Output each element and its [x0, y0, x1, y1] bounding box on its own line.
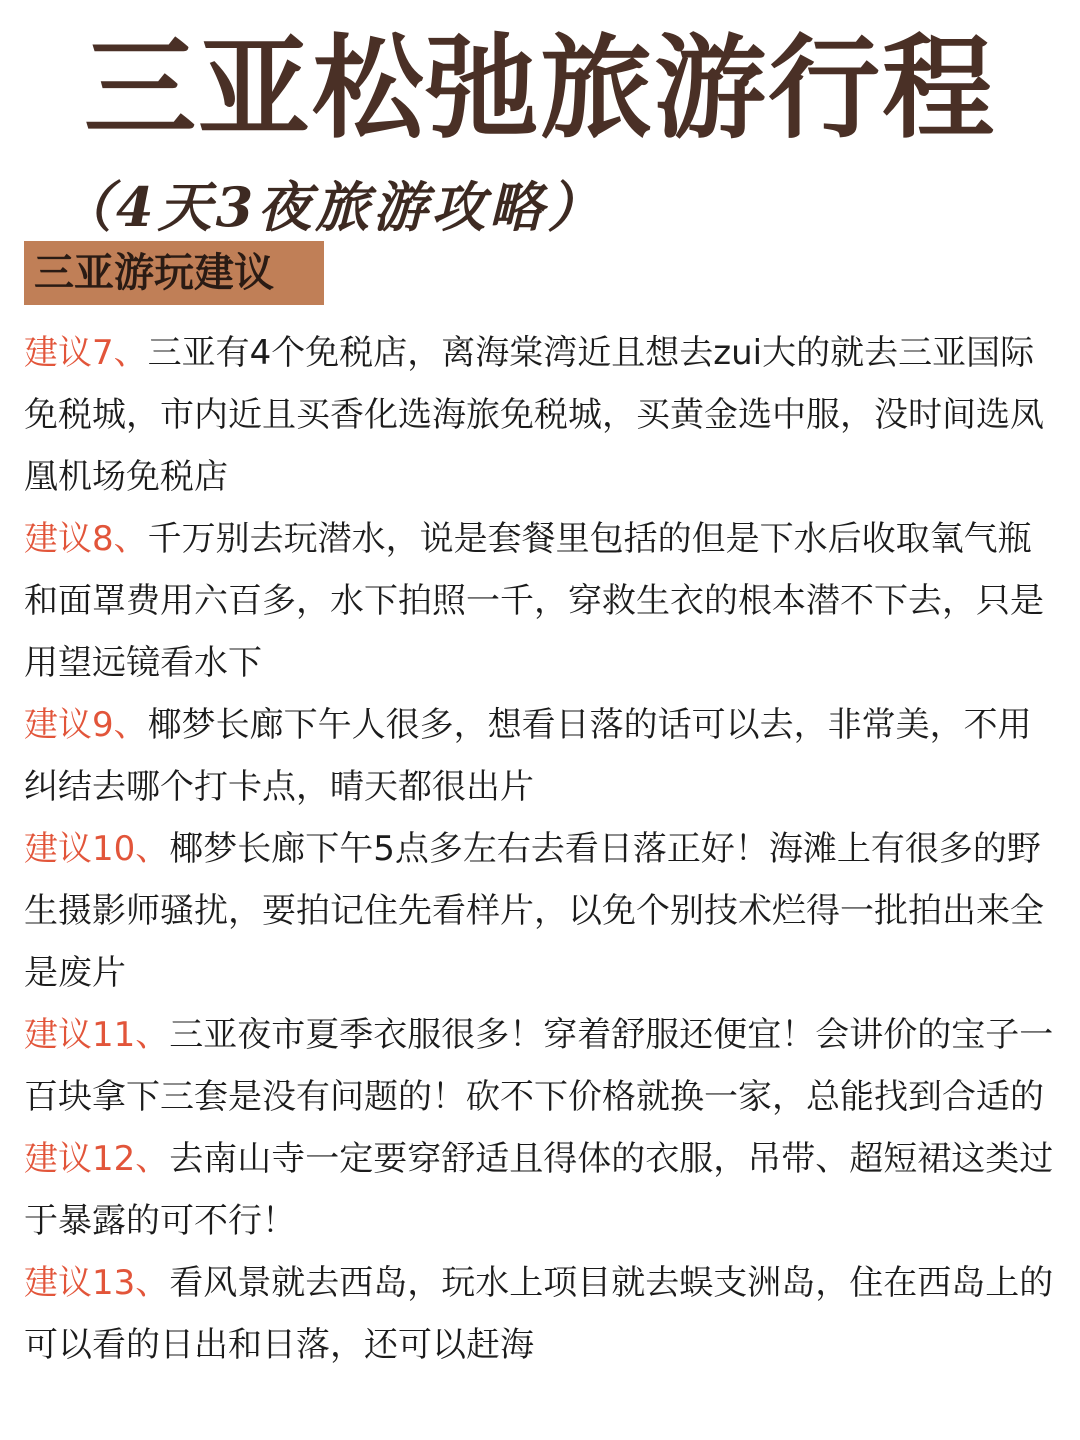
tip-text: 看风景就去西岛，玩水上项目就去蜈支洲岛，住在西岛上的可以看的日出和日落，还可以赶海: [24, 1263, 1054, 1365]
tip-text: 三亚有4个免税店，离海棠湾近且想去zui大的就去三亚国际免税城，市内近且买香化选海旅免税城，买黄金选中服，没时间选凤凰机场免税店: [24, 333, 1044, 497]
page-title: 三亚松弛旅游行程: [84, 24, 996, 154]
tips-list: [24, 322, 1060, 1376]
tip-text: 椰梦长廊下午人很多，想看日落的话可以去，非常美，不用纠结去哪个打卡点，晴天都很出片: [24, 705, 1032, 807]
tip-item: [24, 1128, 1060, 1252]
tip-label: 建议13、: [24, 1263, 170, 1303]
tip-item: [24, 818, 1060, 1004]
tip-label: 建议10、: [24, 829, 170, 869]
tip-item: [24, 694, 1060, 818]
tip-item: [24, 1004, 1060, 1128]
tip-item: [24, 1252, 1060, 1376]
tip-label: 建议12、: [24, 1139, 170, 1179]
tip-item: [24, 508, 1060, 694]
tip-text: 去南山寺一定要穿舒适且得体的衣服，吊带、超短裙这类过于暴露的可不行！: [24, 1139, 1054, 1241]
tip-label: 建议11、: [24, 1015, 170, 1055]
tip-label: 建议7、: [24, 333, 148, 373]
section-label-box: [24, 241, 324, 305]
tip-text: 三亚夜市夏季衣服很多！穿着舒服还便宜！会讲价的宝子一百块拿下三套是没有问题的！砍不下价格就换一家，总能找到合适的: [24, 1015, 1054, 1117]
tip-label: 建议9、: [24, 705, 148, 745]
tip-text: 椰梦长廊下午5点多左右去看日落正好！海滩上有很多的野生摄影师骚扰，要拍记住先看样片，以免个别技术烂得一批拍出来全是废片: [24, 829, 1044, 993]
page-subtitle: （4天3夜旅游攻略）: [58, 175, 606, 239]
tip-item: [24, 322, 1060, 508]
tip-text: 千万别去玩潜水，说是套餐里包括的但是下水后收取氧气瓶和面罩费用六百多，水下拍照一千，穿救生衣的根本潜不下去，只是用望远镜看水下: [24, 519, 1044, 683]
section-label: 三亚游玩建议: [34, 250, 274, 296]
tip-label: 建议8、: [24, 519, 148, 559]
